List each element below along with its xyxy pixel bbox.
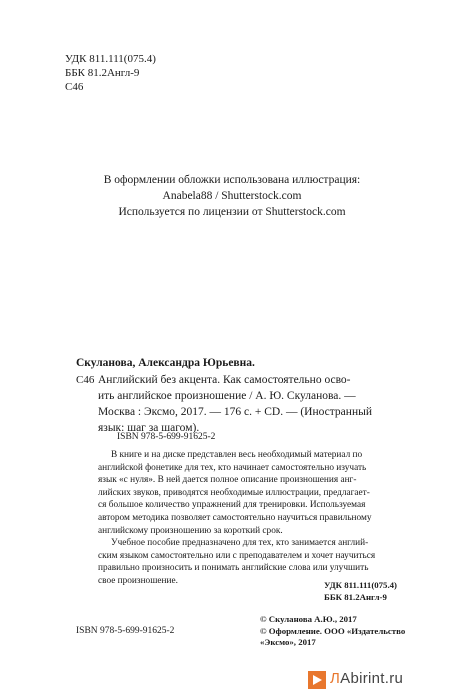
author-name: Скуланова, Александра Юрьевна. — [76, 357, 255, 369]
description-line: язык: шаг за шагом). — [98, 422, 200, 434]
cover-illustration-credit — [74, 172, 390, 220]
watermark-prefix: Л — [330, 670, 341, 687]
udc-bottom-block — [324, 579, 397, 603]
bbk-line: ББК 81.2Англ-9 — [65, 67, 140, 79]
isbn-record: ISBN 978-5-699-91625-2 — [117, 432, 216, 442]
author-mark-line: С46 — [65, 81, 84, 93]
annotation-line: правильно произносить и понимать английские слова или улучшить — [98, 563, 369, 574]
annotation-line: ся большое количество упражнений для тренировки. Используемая — [98, 500, 366, 511]
description-line: Английский без акцента. Как самостоятельно осво- — [98, 374, 351, 386]
annotation-line: ским языком самостоятельно или с преподавателем и хочет научиться — [98, 550, 376, 561]
udc-line: УДК 811.111(075.4) — [65, 53, 156, 65]
annotation-line: Учебное пособие предназначено для тех, кто занимается англий- — [111, 538, 369, 549]
cover-credit-line-2: Anabela88 / Shutterstock.com — [162, 190, 302, 202]
labirint-logo-icon — [308, 671, 326, 689]
annotation-line: язык «с нуля». В ней дается полное описание произношения анг- — [98, 475, 357, 486]
annotation-line: английской фонетике для тех, кто начинает самостоятельно изучать — [98, 462, 367, 473]
bbk-bottom-line: ББК 81.2Англ-9 — [324, 592, 387, 602]
annotation-line: лийских звуков, приводятся необходимые иллюстрации, предлагает- — [98, 487, 370, 498]
cover-credit-line-3: Используется по лицензии от Shutterstock.com — [118, 206, 346, 218]
bibliographic-description — [98, 372, 399, 436]
annotation-line: В книге и на диске представлен весь необходимый материал по — [111, 450, 363, 460]
annotation-line: автором методика позволяет самостоятельно научиться правильному — [98, 512, 372, 523]
isbn-bottom: ISBN 978-5-699-91625-2 — [76, 626, 175, 636]
annotation-line: английскому произношению за короткий срок. — [98, 525, 283, 536]
copyright-publisher-line: © Оформление. ООО «Издательство — [260, 625, 406, 636]
labirint-watermark — [330, 670, 403, 687]
annotation-line: свое произношение. — [98, 575, 178, 586]
cover-credit-line-1: В оформлении обложки использована иллюстрация: — [103, 174, 361, 186]
description-line: Москва : Эксмо, 2017. — 176 с. + CD. — (Иностранный — [98, 406, 372, 418]
annotation — [98, 449, 398, 588]
copyright-author-line: © Скуланова А.Ю., 2017 — [260, 614, 357, 624]
copyright-publisher-line-2: «Эксмо», 2017 — [260, 637, 316, 647]
udc-classification-block — [65, 52, 156, 94]
udc-bottom-line: УДК 811.111(075.4) — [324, 580, 397, 590]
author-mark: С46 — [76, 374, 95, 386]
watermark-text: Аbirint.ru — [340, 670, 404, 687]
copyright-block — [260, 614, 405, 649]
description-line: ить английское произношение / А. Ю. Скуланова. — — [98, 390, 356, 402]
